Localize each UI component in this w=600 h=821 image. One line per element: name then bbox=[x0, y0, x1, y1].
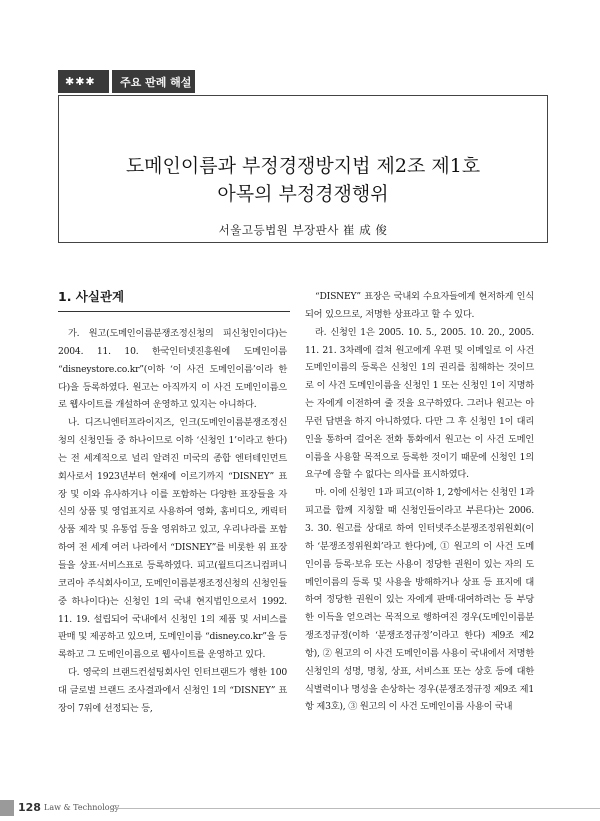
paragraph: 다. 영국의 브랜드컨설팅회사인 인터브랜드가 행한 100대 글로벌 브랜드 조사결과에서 신청인 1의 “DISNEY” 표장이 7위에 선정되는 등, bbox=[58, 667, 287, 714]
stars-icon: ✱✱✱ bbox=[65, 75, 96, 88]
paragraph: 라. 신청인 1은 2005. 10. 5., 2005. 10. 20., 2005. 11. 21. 3차례에 걸쳐 원고에게 우편 및 이메일로 이 사건 도메인이름의 등록은 신청인 1의 권리를 침해하는 것이므로 이 사건 도메인이름을 신청인 1 또는 신청인 1이 지명하는 자에게 이전하여 줄 것을 요구하였다. 그러나 원고는 아무런 답변을 하지 아니하였다. 다만 그 후 신청인 1이 대리인을 통하여 걸어온 전화 통화에서 원고는 이 사건 도메인이름을 사용할 목적으로 등록한 것이기 때문에 신청인 1의 요구에 응할 수 없다는 의사를 표시하였다. bbox=[305, 326, 534, 481]
section-heading bbox=[58, 287, 290, 312]
paragraph: 가. 원고(도메인이름분쟁조정신청의 피신청인이다)는 2004. 11. 10. 한국인터넷진흥원에 도메인이름 “disneystore.co.kr”(이하 ‘이 사건 도메인이름’이라 한다)을 등록하였다. 원고는 아직까지 이 사건 도메인이름으로 웹사이트를 개설하여 운영하고 있지는 아니하다. bbox=[58, 328, 287, 411]
paragraph: 마. 이에 신청인 1과 피고(이하 1, 2항에서는 신청인 1과 피고를 합께 지칭할 때 신청인들이라고 부른다)는 2006. 3. 30. 원고를 상대로 하여 인터넷주소분쟁조정위원회(이하 ‘분쟁조정위원회’라고 한다)에, ① 원고의 이 사건 도메인이름 등록·보유 또는 사용이 정당한 권원이 있는 자의 도메인이름의 등록 및 사용을 방해하거나 상표 등 표지에 대하여 정당한 권원이 있는 자에게 판매·대여하려는 등 부당한 이득을 얻으려는 목적으로 행하여진 경우(도메인이름분쟁조정규정(이하 ‘분쟁조정규정’이라고 한다) 제9조 제2항), ② 원고의 이 사건 도메인이름 사용이 국내에서 저명한 신청인의 성명, 명칭, 상표, 서비스표 또는 상호 등에 대한 식별력이나 명성을 손상하는 경우(분쟁조정규정 제9조 제1항 제3호), ③ 원고의 이 사건 도메인이름 사용이 국내 bbox=[305, 487, 534, 713]
page-footer bbox=[0, 800, 600, 816]
right-column bbox=[305, 288, 534, 716]
section-heading-rule bbox=[58, 311, 290, 312]
article-title-line-1: 도메인이름과 부정경쟁방지법 제2조 제1호 bbox=[125, 155, 481, 177]
paragraph: “DISNEY” 표장은 국내외 수요자들에게 현저하게 인식되어 있으므로, 저명한 상표라고 할 수 있다. bbox=[305, 291, 534, 320]
article-title-line-2: 아목의 부정경쟁행위 bbox=[217, 183, 389, 205]
left-column bbox=[58, 325, 287, 718]
footer-rule bbox=[110, 808, 600, 809]
magazine-name: Law & Technology bbox=[44, 803, 120, 812]
page-number: 128 bbox=[18, 801, 41, 814]
article-author: 서울고등법원 부장판사 崔 成 俊 bbox=[218, 223, 388, 237]
section-tag bbox=[58, 70, 195, 93]
section-heading-text: 1. 사실관계 bbox=[58, 289, 125, 304]
section-tag-label: 주요 판례 해설 bbox=[120, 75, 192, 89]
paragraph: 나. 디즈니엔터프라이지즈, 인크(도메인이름분쟁조정신청의 신청인들 중 하나이므로 이하 ‘신청인 1’이라고 한다)는 전 세계적으로 널리 알려진 미국의 종합 엔터테인먼트 회사로서 1923년부터 현재에 이르기까지 “DISNEY” 표장 및 이와 유사하거나 이를 포함하는 다양한 표장들을 자신의 상품 및 영업표지로 사용하여 영화, 홈비디오, 캐릭터 상품 제작 및 유통업 등을 영위하고 있고, 우리나라를 포함하여 전 세계 여러 나라에서 “DISNEY”를 비롯한 위 표장들을 상표·서비스표로 등록하였다. 피고(월트디즈니컴퍼니코리아 주식회사이고, 도메인이름분쟁조정신청의 신청인들 중 하나이다)는 신청인 1의 국내 현지법인으로서 1992. 11. 19. 설립되어 국내에서 신청인 1의 제품 및 서비스를 판매 및 제공하고 있으며, 도메인이름 “disney.co.kr”을 등록하고 그 도메인이름으로 웹사이트를 운영하고 있다. bbox=[58, 417, 287, 661]
footer-bar bbox=[0, 800, 14, 816]
title-box bbox=[58, 95, 548, 243]
